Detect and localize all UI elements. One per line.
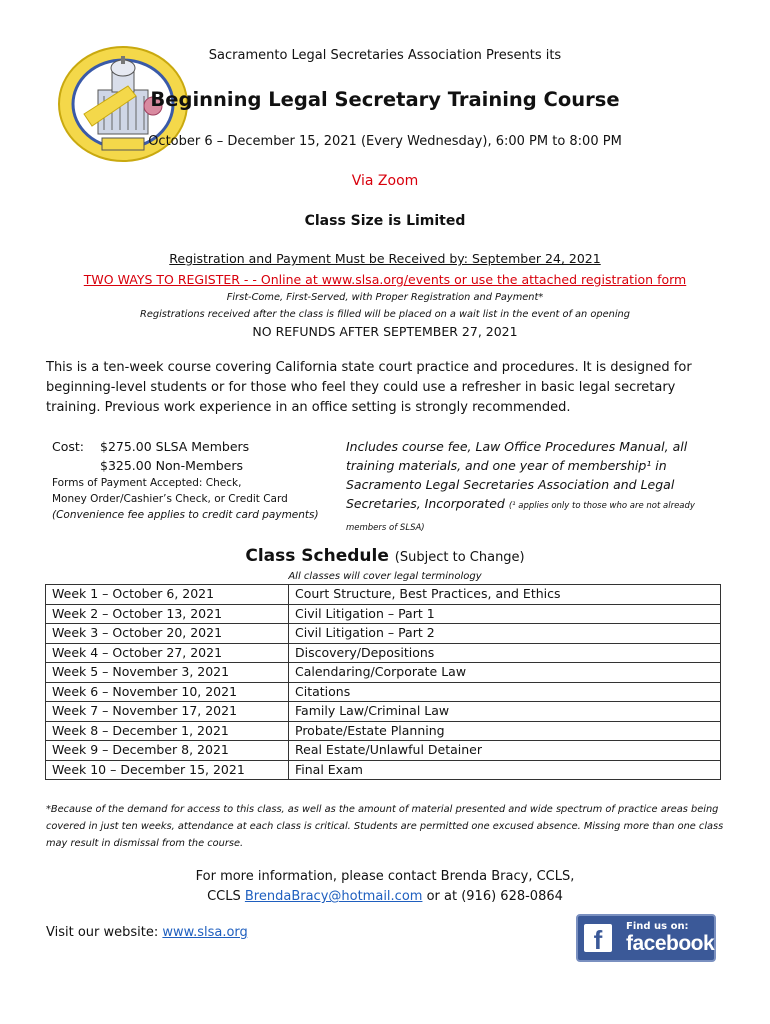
table-row [46,604,721,624]
topic-cell: Court Structure, Best Practices, and Ethics [289,585,721,605]
payment-line-2: Money Order/Cashier’s Check, or Credit Card [52,493,288,505]
find-us-label: Find us on: [626,921,689,932]
facebook-wordmark: facebook [626,932,715,955]
email-link[interactable]: BrendaBracy@hotmail.com [244,889,423,904]
payment-forms [52,475,319,523]
non-member-price: $325.00 Non-Members [100,458,244,473]
topic-cell: Citations [289,682,721,702]
topic-cell: Civil Litigation – Part 2 [289,624,721,644]
table-row [46,643,721,663]
schedule-note: All classes will cover legal terminology [288,571,482,582]
topic-cell: Probate/Estate Planning [289,721,721,741]
week-cell: Week 10 – December 15, 2021 [46,760,289,780]
two-ways-register-link[interactable]: TWO WAYS TO REGISTER - - Online at www.slsa.org/events or use the attached registration form [83,272,687,287]
schedule-subtitle: (Subject to Change) [394,550,525,565]
waitlist-note: Registrations received after the class is filled will be placed on a wait list in the event of an opening [140,309,630,320]
week-cell: Week 8 – December 1, 2021 [46,721,289,741]
includes-note [346,437,726,538]
table-row [46,760,721,780]
table-row [46,682,721,702]
facebook-badge[interactable] [576,914,716,962]
topic-cell: Final Exam [289,760,721,780]
table-row [46,702,721,722]
table-row [46,624,721,644]
facebook-icon: f [584,924,612,952]
week-cell: Week 9 – December 8, 2021 [46,741,289,761]
topic-cell: Civil Litigation – Part 1 [289,604,721,624]
presents-line: Sacramento Legal Secretaries Association Presents its [208,48,562,63]
course-description: This is a ten-week course covering California state court practice and procedures. It is designed for beginning-level students or for those who feel they could use a refresher in basic legal secretary training. Previous work experience in an office setting is strongly recommended. [46,360,692,415]
topic-cell: Real Estate/Unlawful Detainer [289,741,721,761]
contact-prefix: CCLS [207,889,241,904]
week-cell: Week 1 – October 6, 2021 [46,585,289,605]
payment-line-1: Forms of Payment Accepted: Check, [52,477,242,489]
via-zoom: Via Zoom [351,173,419,189]
table-row [46,741,721,761]
table-row [46,721,721,741]
contact-block [0,867,770,907]
schedule-table [45,584,721,780]
table-row [46,585,721,605]
week-cell: Week 5 – November 3, 2021 [46,663,289,683]
page-title: Beginning Legal Secretary Training Course [150,88,620,111]
week-cell: Week 7 – November 17, 2021 [46,702,289,722]
week-cell: Week 6 – November 10, 2021 [46,682,289,702]
cost-block [52,437,312,475]
schedule-title [0,546,770,566]
topic-cell: Family Law/Criminal Law [289,702,721,722]
includes-text: Includes course fee, Law Office Procedures Manual, all training materials, and one year of membership¹ in Sacramento Legal Secretaries Association and Legal Secretaries, Incorporated [346,439,688,511]
class-size-note: Class Size is Limited [304,213,466,229]
course-dates: October 6 – December 15, 2021 (Every Wednesday), 6:00 PM to 8:00 PM [148,134,622,149]
attendance-note: *Because of the demand for access to this class, as well as the amount of material presented and wide spectrum of practice areas being covered in just ten weeks, attendance at each class is critical. Students are permitted one excused absence. Missing more than one class may result in dismissal from the course. [46,804,724,849]
website-label: Visit our website: [46,925,159,940]
week-cell: Week 2 – October 13, 2021 [46,604,289,624]
member-price: $275.00 SLSA Members [100,439,250,454]
contact-line-1: For more information, please contact Brenda Bracy, CCLS, [195,869,575,884]
contact-phone: or at (916) 628-0864 [426,889,563,904]
week-cell: Week 4 – October 27, 2021 [46,643,289,663]
week-cell: Week 3 – October 20, 2021 [46,624,289,644]
registration-deadline: Registration and Payment Must be Received by: September 24, 2021 [169,251,601,266]
table-row [46,663,721,683]
topic-cell: Discovery/Depositions [289,643,721,663]
website-line [46,925,248,940]
convenience-fee-note: (Convenience fee applies to credit card payments) [52,509,319,521]
first-come-note: First-Come, First-Served, with Proper Registration and Payment* [226,292,544,303]
website-link[interactable]: www.slsa.org [162,925,248,940]
schedule-heading: Class Schedule [245,546,389,566]
no-refunds-note: NO REFUNDS AFTER SEPTEMBER 27, 2021 [252,324,518,339]
membership-footnote: (¹ applies only to those who are not already members of SLSA) [346,501,695,533]
cost-label: Cost: [52,439,85,454]
topic-cell: Calendaring/Corporate Law [289,663,721,683]
